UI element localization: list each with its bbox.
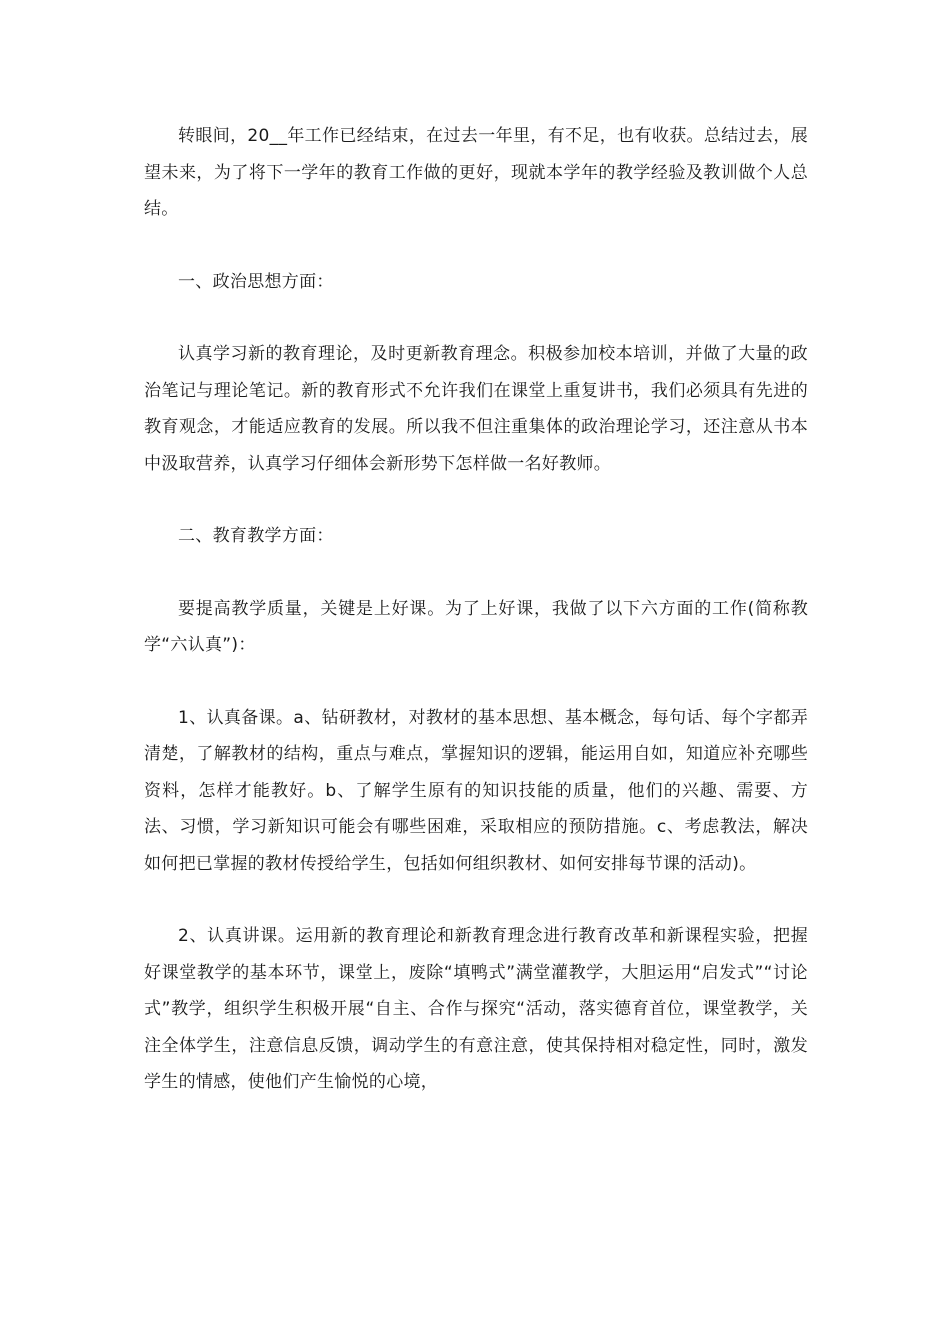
document-page	[144, 118, 808, 1101]
paragraph-gap	[144, 555, 808, 591]
paragraph-gap	[144, 482, 808, 518]
politics-paragraph: 认真学习新的教育理论，及时更新教育理念。积极参加校本培训，并做了大量的政治笔记与理论笔记。新的教育形式不允许我们在课堂上重复讲书，我们必须具有先进的教育观念，才能适应教育的发展。所以我不但注重集体的政治理论学习，还注意从书本中汲取营养，认真学习仔细体会新形势下怎样做一名好教师。	[144, 344, 808, 474]
paragraph-gap	[144, 228, 808, 264]
intro-paragraph: 转眼间，20__年工作已经结束，在过去一年里，有不足，也有收获。总结过去，展望未来，为了将下一学年的教育工作做的更好，现就本学年的教学经验及教训做个人总结。	[144, 126, 808, 219]
section-heading-politics: 一、政治思想方面：	[178, 271, 334, 292]
lecturing-paragraph: 2、认真讲课。运用新的教育理论和新教育理念进行教育改革和新课程实验，把握好课堂教学的基本环节，课堂上，废除“填鸭式”满堂灌教学，大胆运用“启发式”“讨论式”教学，组织学生积极开展“自主、合作与探究“活动，落实德育首位，课堂教学，关注全体学生，注意信息反馈，调动学生的有意注意，使其保持相对稳定性，同时，激发学生的情感，使他们产生愉悦的心境，	[144, 926, 808, 1092]
paragraph-gap	[144, 882, 808, 918]
section-heading-teaching: 二、教育教学方面：	[178, 526, 334, 546]
paragraph-gap	[144, 664, 808, 700]
teaching-intro-paragraph: 要提高教学质量，关键是上好课。为了上好课，我做了以下六方面的工作(简称教学“六认真”)：	[144, 598, 808, 655]
lesson-prep-paragraph: 1、认真备课。a、钻研教材，对教材的基本思想、基本概念，每句话、每个字都弄清楚，了解教材的结构，重点与难点，掌握知识的逻辑，能运用自如，知道应补充哪些资料，怎样才能教好。b、了解学生原有的知识技能的质量，他们的兴趣、需要、方法、习惯，学习新知识可能会有哪些困难，采取相应的预防措施。c、考虑教法，解决如何把已掌握的教材传授给学生，包括如何组织教材、如何安排每节课的活动)。	[144, 707, 808, 874]
paragraph-gap	[144, 300, 808, 336]
